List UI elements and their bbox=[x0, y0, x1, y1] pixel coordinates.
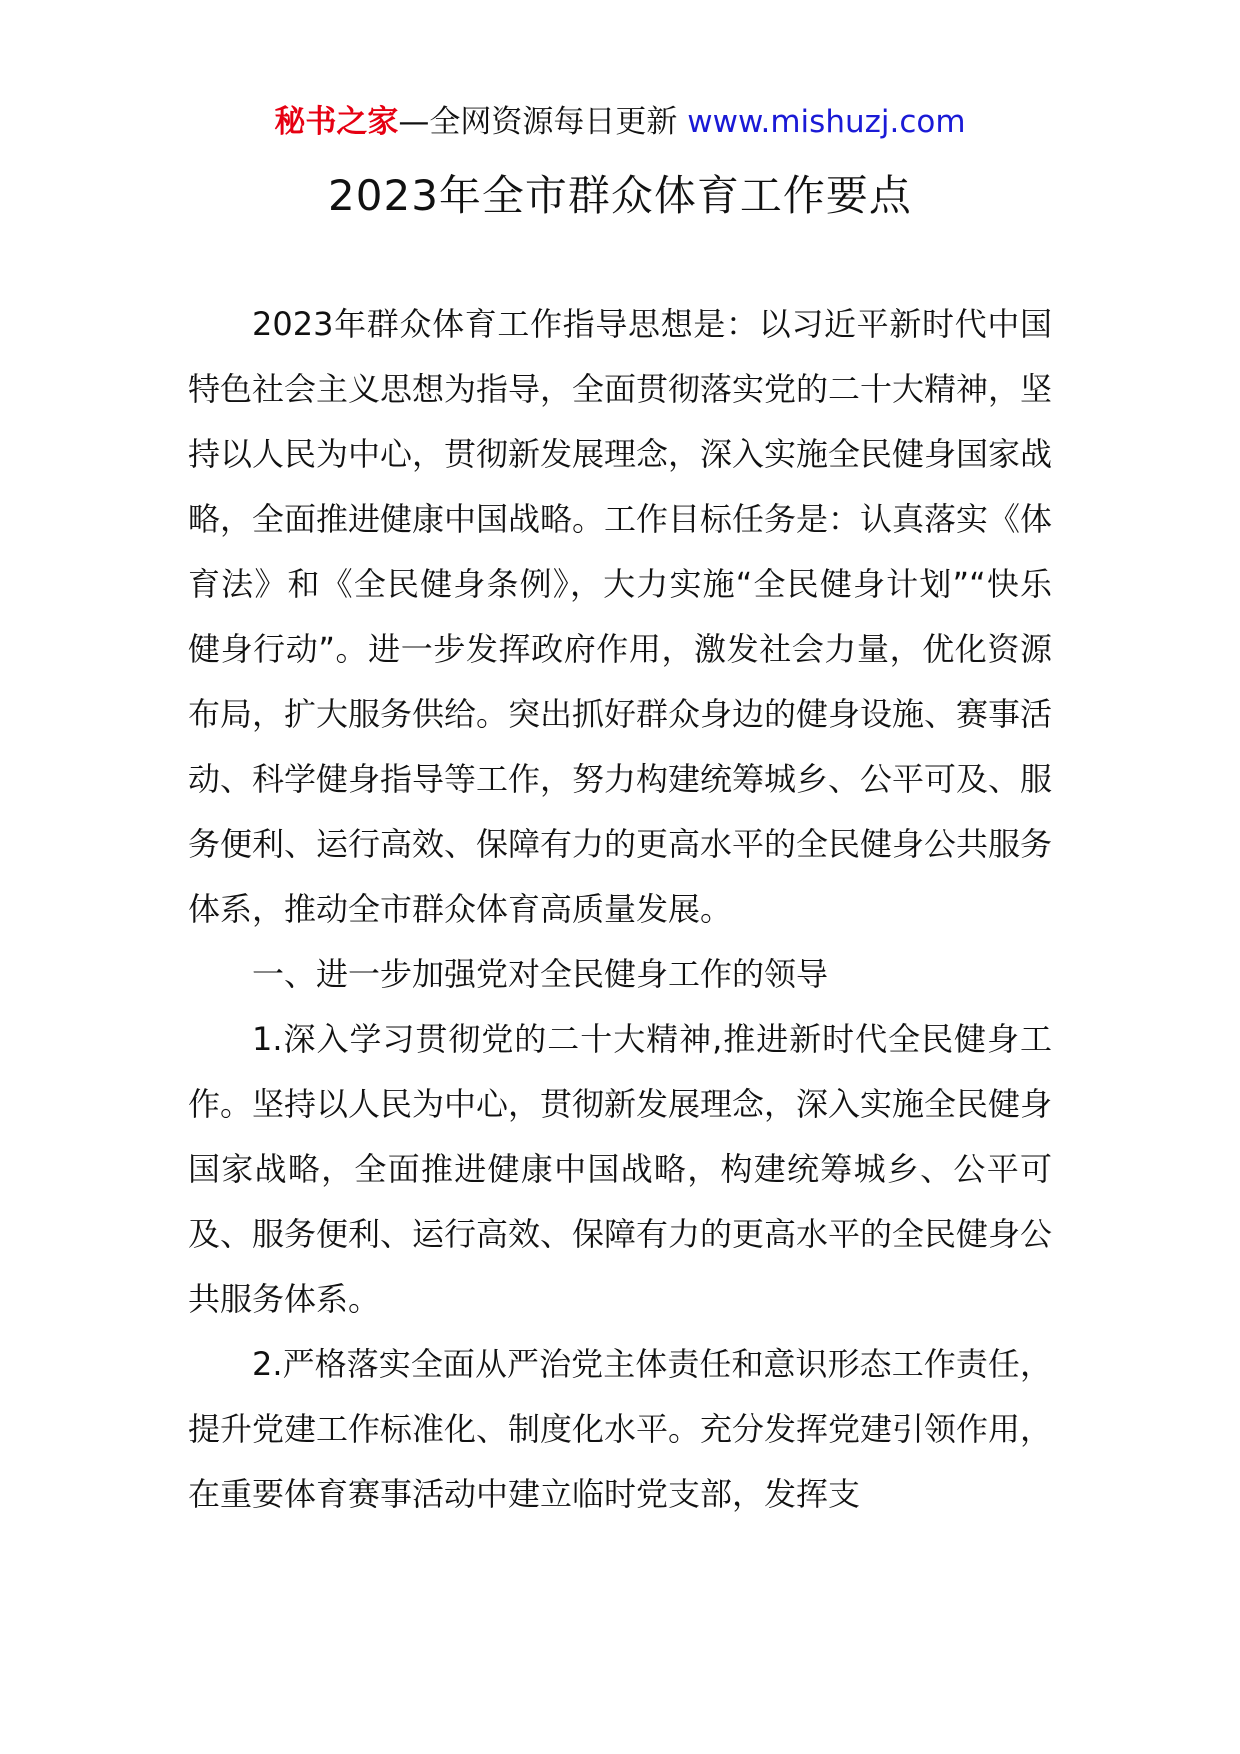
list-item-2: 2.严格落实全面从严治党主体责任和意识形态工作责任，提升党建工作标准化、制度化水平。充分发挥党建引领作用，在重要体育赛事活动中建立临时党支部，发挥支 bbox=[188, 1345, 1053, 1513]
document-title: 2023年全市群众体育工作要点 bbox=[328, 171, 912, 220]
list-item-1: 1.深入学习贯彻党的二十大精神,推进新时代全民健身工作。坚持以人民为中心，贯彻新发展理念，深入实施全民健身国家战略，全面推进健康中国战略，构建统筹城乡、公平可及、服务便利、运行高效、保障有力的更高水平的全民健身公共服务体系。 bbox=[188, 1020, 1053, 1318]
brand-name: 秘书之家 bbox=[274, 104, 399, 140]
section-heading-1: 一、进一步加强党对全民健身工作的领导 bbox=[252, 955, 829, 993]
site-header bbox=[0, 100, 1240, 144]
site-url-link[interactable]: www.mishuzj.com bbox=[687, 104, 966, 140]
document-body bbox=[188, 292, 1052, 1527]
intro-paragraph: 2023年群众体育工作指导思想是：以习近平新时代中国特色社会主义思想为指导，全面贯彻落实党的二十大精神，坚持以人民为中心，贯彻新发展理念，深入实施全民健身国家战略，全面推进健康中国战略。工作目标任务是：认真落实《体育法》和《全民健身条例》，大力实施“全民健身计划”“快乐健身行动”。进一步发挥政府作用，激发社会力量，优化资源布局，扩大服务供给。突出抓好群众身边的健身设施、赛事活动、科学健身指导等工作，努力构建统筹城乡、公平可及、服务便利、运行高效、保障有力的更高水平的全民健身公共服务体系，推动全市群众体育高质量发展。 bbox=[188, 305, 1053, 928]
header-slogan: —全网资源每日更新 bbox=[398, 104, 678, 140]
